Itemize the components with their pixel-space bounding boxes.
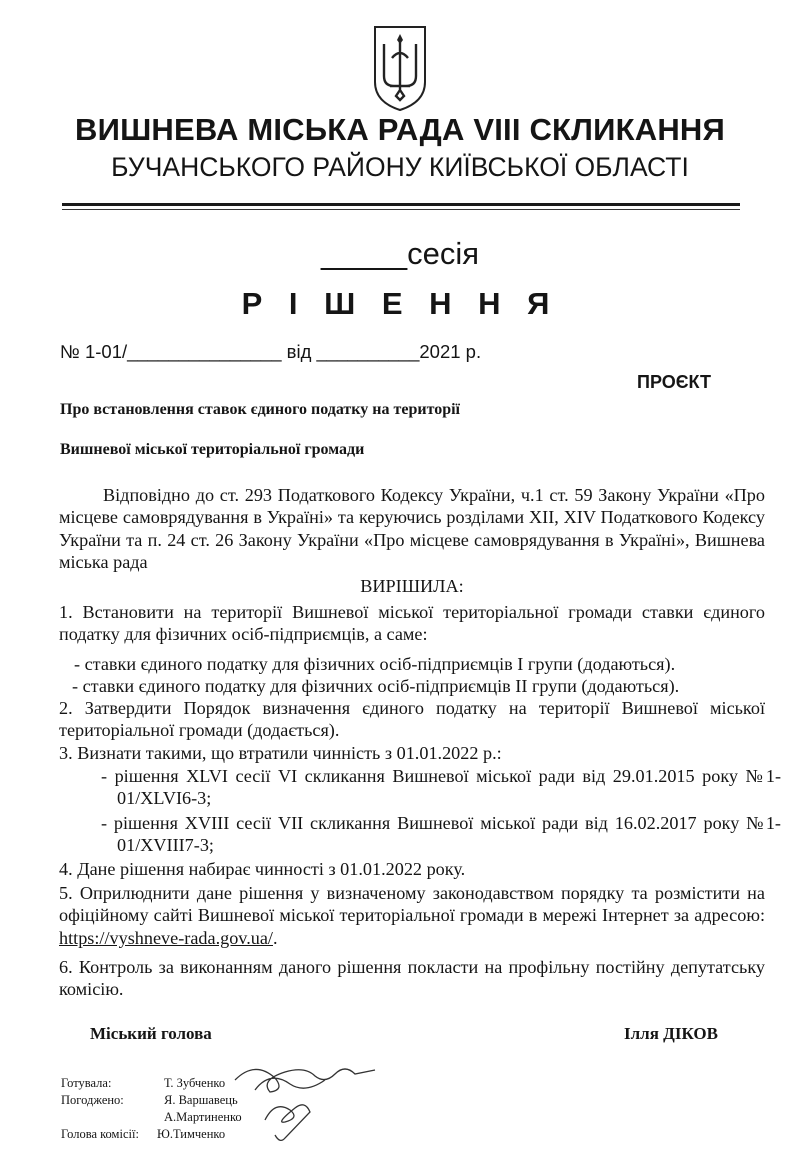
subject-line-1: Про встановлення ставок єдиного податку на території <box>60 401 460 418</box>
header-divider <box>62 203 740 206</box>
approval-name-3: А.Мартиненко <box>164 1110 242 1124</box>
handwritten-signature <box>215 1050 385 1160</box>
website-link[interactable]: https://vyshneve-rada.gov.ua/ <box>59 927 273 948</box>
preamble: Відповідно до ст. 293 Податкового Кодексу України, ч.1 ст. 59 Закону України «Про місцеве самоврядування в Україні» та керуючись розділами XII, XIV Податкового Кодексу України та п. 24 ст. 26 Закону України «Про місцеве самоврядування в Україні», Вишнева міська рада <box>59 485 765 573</box>
subject-line-2: Вишневої міської територіальної громади <box>60 441 365 458</box>
session-line: _____сесія <box>320 236 480 271</box>
item-5-text: 5. Оприлюднити дане рішення у визначеному законодавством порядку та розмістити на офіційному сайті Вишневої міської територіальної громади в мережі Інтернет за адресою: <box>59 883 765 926</box>
approval-name-4: Ю.Тимченко <box>157 1127 226 1141</box>
document-number-line: № 1-01/_______________ від __________2021 р. <box>60 341 482 362</box>
document-type: Р І Ш Е Н Н Я <box>241 286 559 321</box>
approval-name-2: Я. Варшавець <box>164 1093 238 1107</box>
item-3a: - рішення XLVI сесії VI скликання Вишневої міської ради від 29.01.2015 року №1-01/XLVI6-3; <box>101 766 781 809</box>
decided-heading: ВИРІШИЛА: <box>360 576 464 596</box>
item-3b: - рішення XVIII сесії VII скликання Вишневої міської ради від 16.02.2017 року №1-01/XVIII7-3; <box>101 813 781 856</box>
council-title: ВИШНЕВА МІСЬКА РАДА VIII СКЛИКАННЯ <box>75 112 725 147</box>
item-4: 4. Дане рішення набирає чинності з 01.01.2022 року. <box>59 859 466 879</box>
approval-role-1: Готувала: <box>61 1076 112 1090</box>
header-divider-thin <box>62 209 740 210</box>
item-3: 3. Визнати такими, що втратили чинність з 01.01.2022 р.: <box>59 743 502 763</box>
item-5-end: . <box>273 927 278 948</box>
mayor-name: Ілля ДІКОВ <box>624 1024 718 1043</box>
item-6: 6. Контроль за виконанням даного рішення покласти на профільну постійну депутатську комісію. <box>59 957 765 1000</box>
approval-name-1: Т. Зубченко <box>164 1076 226 1090</box>
item-5 <box>59 882 765 949</box>
draft-status: ПРОЄКТ <box>637 372 711 392</box>
district-title: БУЧАНСЬКОГО РАЙОНУ КИЇВСЬКОЇ ОБЛАСТІ <box>111 152 689 182</box>
mayor-position: Міський голова <box>90 1024 212 1043</box>
item-1b: - ставки єдиного податку для фізичних осіб-підприємців II групи (додаються). <box>72 676 680 696</box>
approval-role-4: Голова комісії: <box>61 1127 139 1141</box>
trident-emblem-icon <box>372 24 428 112</box>
approval-role-2: Погоджено: <box>61 1093 124 1107</box>
item-2: 2. Затвердити Порядок визначення єдиного податку на території Вишневої міської територіальної громади (додається). <box>59 698 765 741</box>
item-1a: - ставки єдиного податку для фізичних осіб-підприємців I групи (додаються). <box>74 654 676 674</box>
item-1: 1. Встановити на території Вишневої міської територіальної громади ставки єдиного податку для фізичних осіб-підприємців, а саме: <box>59 602 765 645</box>
